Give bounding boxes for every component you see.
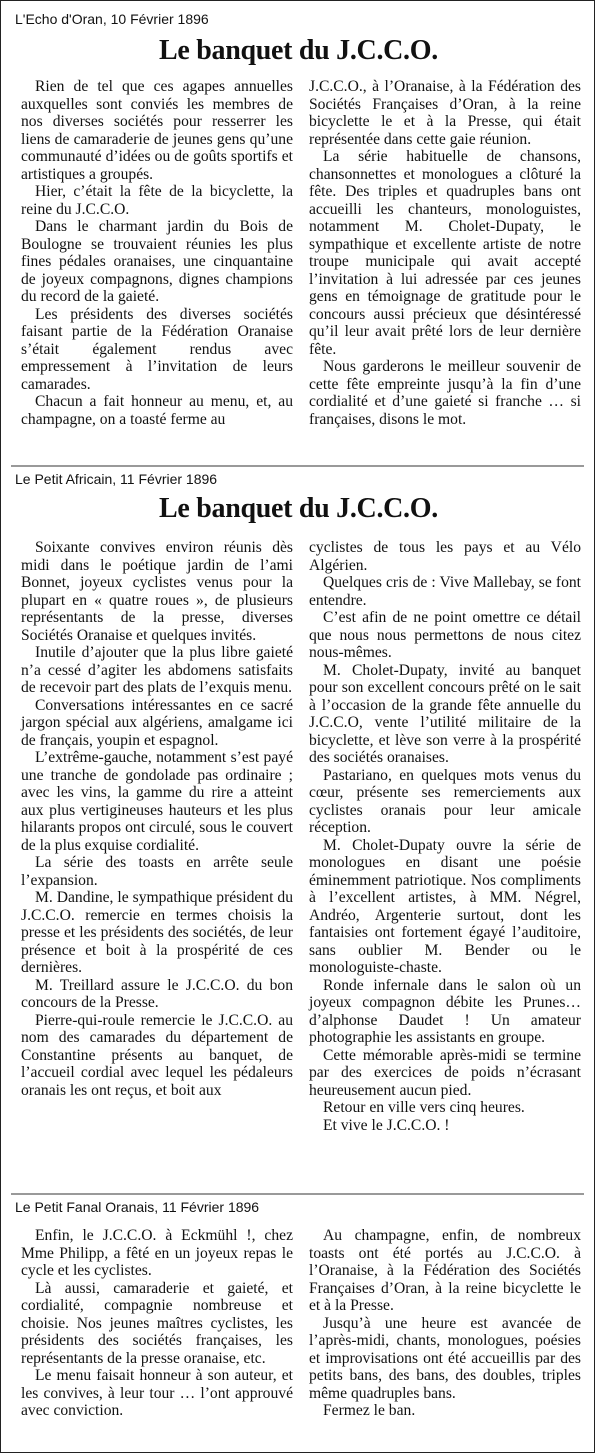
article-source: Le Petit Africain, 11 Février 1896 — [15, 471, 218, 487]
paragraph: L’extrême-gauche, notamment s’est payé une tranche de gondolade pas ordinaire ; avec les vins, la gamme du rire a atteint aux plus vertigineuses hauteurs et les plus hilarants propos ont circulé, sous le couvert de la plus exquise cordialité. — [21, 749, 293, 854]
article-source: L'Echo d'Oran, 10 Février 1896 — [15, 11, 209, 27]
paragraph: Et vive le J.C.C.O. ! — [323, 1116, 450, 1134]
paragraph: La série des toasts en arrête seule l’expansion. — [21, 854, 293, 889]
section-divider — [11, 465, 584, 467]
article-column-right — [309, 78, 581, 428]
article-column-left — [21, 539, 293, 1134]
paragraph: Soixante convives environ réunis dès midi dans le poétique jardin de l’ami Bonnet, joyeux cyclistes venus pour la plupart en « quatre roues », de plusieurs représentants de la presse, diverses Sociétés Oranaise et quelques invités. — [21, 539, 293, 644]
paragraph: Ronde infernale dans le salon où un joyeux compagnon débite les Prunes… d’alphonse Daudet ! Un amateur photographie les assistants en groupe. — [309, 976, 581, 1046]
paragraph: J.C.C.O., à l’Oranaise, à la Fédération des Sociétés Françaises d’Oran, à la reine bicyclette le et à la Presse, qui était représentée dans cette gaie réunion. — [309, 78, 581, 148]
article-body — [21, 539, 581, 1134]
paragraph: Nous garderons le meilleur souvenir de cette fête empreinte jusqu’à la fin d’une cordialité et d’une gaieté si franche … si françaises, disons le mot. — [309, 358, 581, 428]
article-body — [21, 1227, 581, 1420]
paragraph: La série habituelle de chansons, chansonnettes et monologues a clôturé la fête. Des triples et quadruples bans ont accueilli les chanteurs, monologuistes, notamment M. Cholet-Dupaty, le sympathique et excellente artiste de notre troupe municipale qui avait accepté l’invitation à lui adressée par ces jeunes gens en témoignage de gratitude pour le concours aussi précieux que désintéressé qu’il leur avait prêté lors de leur dernière fête. — [309, 148, 581, 358]
paragraph: Là aussi, camaraderie et gaieté, et cordialité, compagnie nombreuse et choisie. Nos jeunes maîtres cyclistes, les présidents des sociétés françaises, les représentants de la presse oranaise, etc. — [21, 1279, 293, 1367]
article-column-right — [309, 1227, 581, 1420]
paragraph: C’est afin de ne point omettre ce détail que nous nous permettons de nous citez nous-mêmes. — [309, 609, 581, 661]
paragraph: Retour en ville vers cinq heures. — [323, 1099, 525, 1116]
paragraph: Au champagne, enfin, de nombreux toasts ont été portés au J.C.C.O. à l’Oranaise, à la Fédération des Sociétés Françaises d’Oran, à la reine bicyclette le et à la Presse. — [309, 1227, 581, 1314]
article-column-left — [21, 78, 293, 428]
paragraph: Dans le charmant jardin du Bois de Boulogne se trouvaient réunies les plus fines pédales oranaises, une cinquantaine de joyeux compagnons, dignes champions du record de la gaieté. — [21, 218, 293, 305]
article-source: Le Petit Fanal Oranais, 11 Février 1896 — [15, 1199, 260, 1215]
paragraph: Fermez le ban. — [323, 1402, 416, 1419]
paragraph: Chacun a fait honneur au menu, et, au champagne, on a toasté ferme au — [21, 393, 293, 428]
paragraph: Rien de tel que ces agapes annuelles auxquelles sont conviés les membres de nos diverses sociétés pour resserrer les liens de camaraderie de jeunes gens qu’une communauté d’idées ou de goûts sportifs et artistiques a groupés. — [21, 78, 293, 183]
paragraph: Pierre-qui-roule remercie le J.C.C.O. au nom des camarades du département de Constantine présents au banquet, de l’accueil cordial avec lequel les pédaleurs oranais les ont reçus, et boit aux — [21, 1011, 293, 1099]
paragraph: cyclistes de tous les pays et au Vélo Algérien. — [309, 539, 581, 574]
paragraph: Hier, c’était la fête de la bicyclette, la reine du J.C.C.O. — [21, 183, 293, 218]
paragraph: Cette mémorable après-midi se termine par des exercices de poids n’écrasant heureusement aucun pied. — [309, 1046, 581, 1099]
article-column-right — [309, 539, 581, 1134]
paragraph: Conversations intéressantes en ce sacré jargon spécial aux algériens, amalgame ici de français, youpin et espagnol. — [21, 696, 293, 749]
paragraph: M. Treillard assure le J.C.C.O. du bon concours de la Presse. — [21, 976, 293, 1011]
paragraph: Les présidents des diverses sociétés faisant partie de la Fédération Oranaise s’était également rendus avec empressement à l’invitation de leurs camarades. — [21, 305, 293, 393]
section-divider — [11, 1193, 584, 1195]
paragraph: M. Cholet-Dupaty ouvre la série de monologues en disant une poésie éminemment patriotique. Nos compliments à l’excellent artistes, à MM. Négrel, Andréo, Argenterie surtout, dont les fantaisies ont fortement égayé l’auditoire, sans oublier M. Bender ou le monologuiste-chaste. — [309, 836, 581, 976]
paragraph: M. Dandine, le sympathique président du J.C.C.O. remercie en termes choisis la presse et les présidents des sociétés, de leur présence et boit à la prospérité de ces dernières. — [21, 889, 293, 976]
paragraph: Jusqu’à une heure est avancée de l’après-midi, chants, monologues, poésies et improvisations ont été accueillis par des petits bans, des bans, des doubles, triples même quadruples bans. — [309, 1314, 581, 1402]
paragraph: Enfin, le J.C.C.O. à Eckmühl !, chez Mme Philipp, a fêté en un joyeux repas le cycle et les cyclistes. — [21, 1227, 293, 1279]
article-title: Le banquet du J.C.C.O. — [159, 493, 438, 524]
article-body — [21, 78, 581, 428]
paragraph: Quelques cris de : Vive Mallebay, se font entendre. — [309, 574, 581, 609]
paragraph: Pastariano, en quelques mots venus du cœur, présente ses remerciements aux cyclistes oranais pour leur amicale réception. — [309, 766, 581, 836]
paragraph: Le menu faisait honneur à son auteur, et les convives, à leur tour … l’ont approuvé avec conviction. — [21, 1367, 293, 1419]
article-title: Le banquet du J.C.C.O. — [159, 35, 438, 66]
article-column-left — [21, 1227, 293, 1420]
paragraph: Inutile d’ajouter que la plus libre gaieté n’a cessé d’agiter les abdomens satisfaits de recevoir part des plats de l’exquis menu. — [21, 644, 293, 696]
paragraph: M. Cholet-Dupaty, invité au banquet pour son excellent concours prêté on le sait à l’occasion de la grande fête annuelle du J.C.C.O, vente l’utilité militaire de la bicyclette, et lève son verre à la prospérité des sociétés oranaises. — [309, 661, 581, 766]
